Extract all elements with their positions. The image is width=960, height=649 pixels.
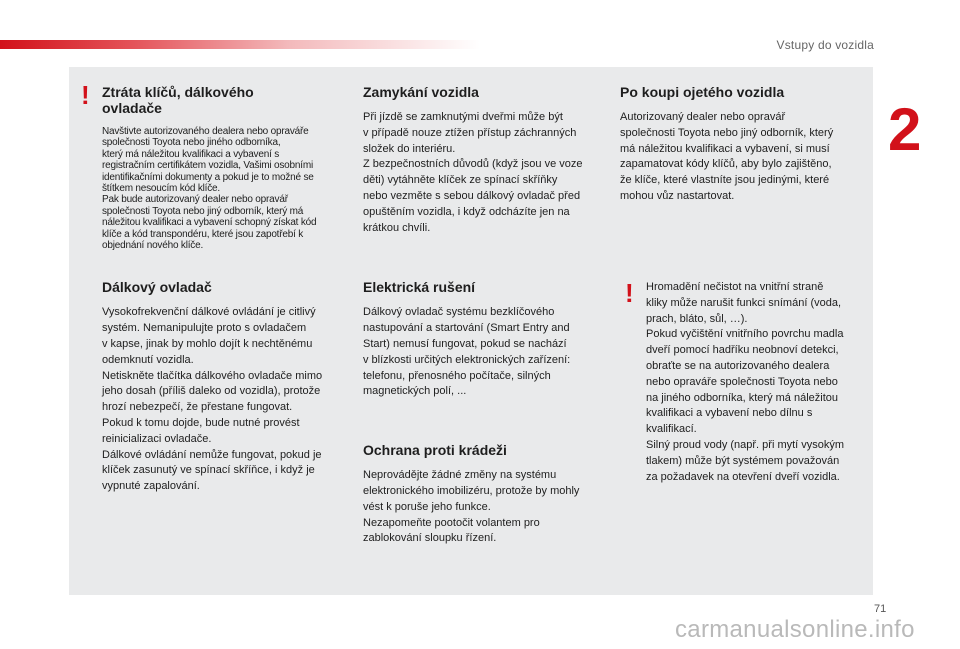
text-anti-theft: Neprovádějte žádné změny na systému elektronického imobilizéru, protože by mohly vést k poruše jeho funkce. Nezapomeňte pootočit volantem pro zablokování sloupku řízení. — [363, 469, 580, 545]
block-lost-keys — [102, 84, 346, 251]
watermark: carmanualsonline.info — [675, 616, 915, 643]
heading-remote-control: Dálkový ovladač — [102, 279, 212, 296]
block-anti-theft — [363, 442, 606, 547]
text-interference: Dálkový ovladač systému bezklíčového nastupování a startování (Smart Entry and Start) nemusí fungovat, pokud se nachází v blízkosti určitých elektronických zařízení: telefonu, přenosného počítače, silných magnetických polí, ... — [363, 306, 571, 398]
text-used-vehicle: Autorizovaný dealer nebo opravář společnosti Toyota nebo jiný odborník, který má náležitou kvalifikaci a vybavení, si musí zapamatovat kódy klíčů, aby bylo zajištěno, že klíče, které vlastníte jsou jedinými, které mohou vůz nastartovat. — [620, 111, 834, 202]
text-handle-warning: Hromadění nečistot na vnitřní straně kliky může narušit funkci snímání (voda, prach, bláto, sůl, …). Pokud vyčištění vnitřního povrchu madla dveří pomocí hadříku neobnoví detekci, obraťte se na autorizovaného dealera nebo opraváře společnosti Toyota nebo na jiného odborníka, který má náležitou kvalifikaci a vybavení nebo dílnu s kvalifikací. Silný proud vody (např. při mytí vysokým tlakem) může být systémem považován za požadavek na otevření dveří vozidla. — [646, 281, 845, 483]
block-used-vehicle — [620, 84, 864, 205]
column-right — [620, 84, 864, 205]
heading-interference: Elektrická rušení — [363, 279, 476, 296]
warning-icon: ! — [81, 80, 90, 110]
section-title: Vstupy do vozidla — [776, 38, 874, 52]
heading-lost-keys: Ztráta klíčů, dálkového ovladače — [102, 84, 254, 116]
heading-anti-theft: Ochrana proti krádeži — [363, 442, 507, 459]
header-accent-bar — [0, 40, 480, 49]
block-handle-warning — [646, 280, 868, 485]
column-middle — [363, 84, 606, 547]
text-remote-control: Vysokofrekvenční dálkové ovládání je citlivý systém. Nemanipulujte proto s ovladačem v kapse, jinak by mohlo dojít k nechtěnému odemknutí vozidla. Netiskněte tlačítka dálkového ovladače mimo jeho dosah (příliš daleko od vozidla), protože hrozí nebezpečí, že přestane fungovat. Pokud k tomu dojde, bude nutné provést reinicializaci ovladače. Dálkové ovládání nemůže fungovat, pokud je klíček zasunutý ve spínací skříňce, i když je vypnuté zapalování. — [102, 306, 323, 493]
heading-used-vehicle: Po koupi ojetého vozidla — [620, 84, 785, 100]
block-locking — [363, 84, 606, 236]
block-remote-control — [102, 279, 346, 495]
heading-locking: Zamykání vozidla — [363, 84, 479, 100]
chapter-number: 2 — [888, 96, 922, 163]
text-lost-keys: Navštivte autorizovaného dealera nebo opraváře společnosti Toyota nebo jiného odborníka, který má náležitou kvalifikaci a vybavení s registračním certifikátem vozidla, Vašimi osobními identifikačními dokumenty a pokud je to možné se štítkem nesoucím kód klíče. Pak bude autorizovaný dealer nebo opravář společnosti Toyota nebo jiný odborník, který má náležitou kvalifikaci a vybavení schopný získat kód klíče a kód transpondéru, které jsou zapotřebí k objednání nového klíče. — [102, 126, 317, 252]
column-left — [102, 84, 346, 495]
warning-icon: ! — [625, 278, 634, 308]
text-locking: Při jízdě se zamknutými dveřmi může být v případě nouze ztížen přístup záchranných složek do interiéru. Z bezpečnostních důvodů (když jsou ve voze děti) vytáhněte klíček ze spínací skříňky nebo vezměte s sebou dálkový ovladač před opuštěním vozidla, i když odcházíte jen na krátkou chvíli. — [363, 111, 583, 234]
page-number: 71 — [874, 603, 887, 615]
block-interference — [363, 279, 606, 400]
